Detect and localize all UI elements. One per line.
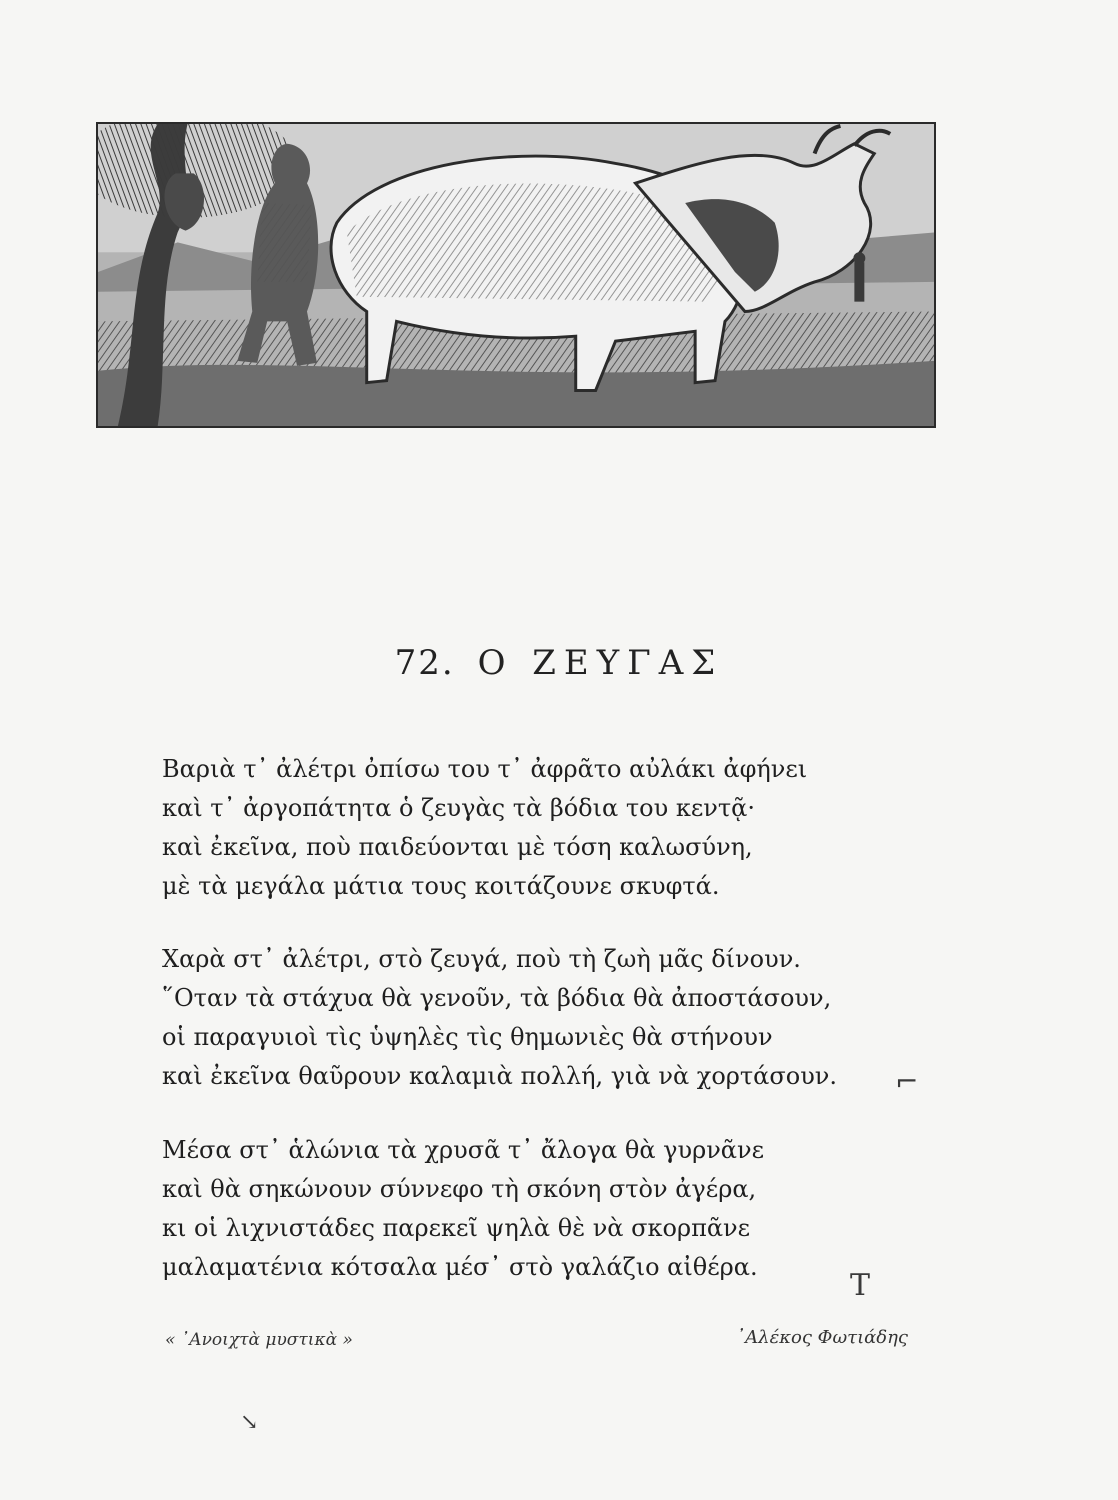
poem-number: 72.: [394, 643, 455, 683]
stanza-2: [162, 940, 922, 1096]
poem-line: ῞Οταν τὰ στάχυα θὰ γενοῦν, τὰ βόδια θὰ ἀποστάσουν,: [162, 984, 832, 1012]
poem-line: καὶ ἐκεῖνα θαῦρουν καλαμιὰ πολλή, γιὰ νὰ χορτάσουν.: [162, 1062, 837, 1090]
source-citation: « ᾿Ανοιχτὰ μυστικὰ »: [165, 1330, 353, 1350]
poem-line: κι οἱ λιχνιστάδες παρεκεῖ ψηλὰ θὲ νὰ σκορπᾶνε: [162, 1214, 751, 1242]
pen-mark: T: [850, 1268, 871, 1303]
stanza-3: [162, 1131, 922, 1287]
poem-line: Χαρὰ στ᾿ ἀλέτρι, στὸ ζευγά, ποὺ τὴ ζωὴ μᾶς δίνουν.: [162, 945, 801, 973]
poem-line: καὶ θὰ σηκώνουν σύννεφο τὴ σκόνη στὸν ἀγέρα,: [162, 1175, 757, 1203]
ploughing-oxen-illustration: [96, 122, 936, 428]
poem-line: Βαριὰ τ᾿ ἀλέτρι ὀπίσω του τ᾿ ἀφρᾶτο αὐλάκι ἀφήνει: [162, 755, 808, 783]
poem-line: μαλαματένια κότσαλα μέσ᾿ στὸ γαλάζιο αἰθέρα.: [162, 1253, 758, 1281]
poem-title: [0, 643, 1118, 683]
poem-line: καὶ τ᾿ ἀργοπάτητα ὁ ζευγὰς τὰ βόδια του κεντᾷ·: [162, 794, 755, 822]
poem-line: οἱ παραγυιοὶ τὶς ὑψηλὲς τὶς θημωνιὲς θὰ στήνουν: [162, 1023, 773, 1051]
poem-line: μὲ τὰ μεγάλα μάτια τους κοιτάζουνε σκυφτά.: [162, 872, 720, 900]
poem-line: καὶ ἐκεῖνα, ποὺ παιδεύονται μὲ τόση καλωσύνη,: [162, 833, 753, 861]
pen-mark: ⌐: [895, 1065, 919, 1098]
pen-mark: ↘: [240, 1410, 259, 1435]
stanza-1: [162, 750, 922, 906]
poem-line: Μέσα στ᾿ ἁλώνια τὰ χρυσᾶ τ᾿ ἄλογα θὰ γυρνᾶνε: [162, 1136, 765, 1164]
poem-title-text: Ο ΖΕΥΓΑΣ: [477, 643, 724, 683]
woodcut-image: [98, 124, 934, 426]
author-name: ᾿Αλέκος Φωτιάδης: [736, 1327, 908, 1348]
